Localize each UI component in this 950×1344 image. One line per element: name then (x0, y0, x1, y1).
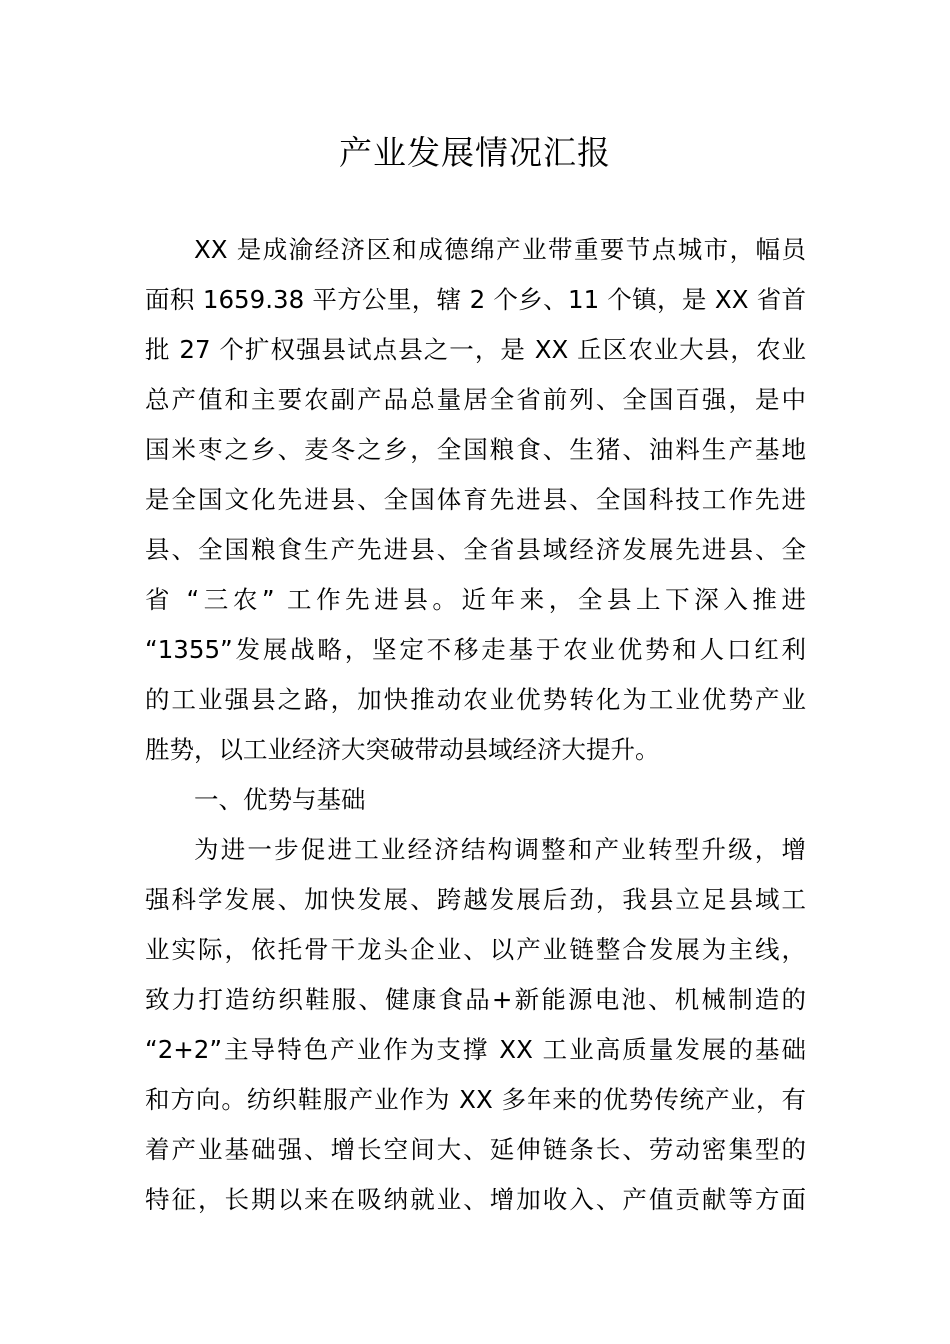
paragraph-line: 的工业强县之路，加快推动农业优势转化为工业优势产业 (145, 685, 806, 714)
paragraph-line: “2+2”主导特色产业作为支撑 XX 工业高质量发展的基础 (145, 1035, 806, 1064)
paragraph-line: 批 27 个扩权强县试点县之一，是 XX 丘区农业大县，农业 (145, 335, 806, 364)
paragraph-line: “1355”发展战略，坚定不移走基于农业优势和人口红利 (145, 635, 806, 664)
paragraph-line: 国米枣之乡、麦冬之乡，全国粮食、生猪、油料生产基地 (145, 435, 806, 464)
paragraph-line: 着产业基础强、增长空间大、延伸链条长、劳动密集型的 (145, 1135, 806, 1164)
paragraph-line: 县、全国粮食生产先进县、全省县域经济发展先进县、全 (145, 535, 806, 564)
paragraph-line: 业实际，依托骨干龙头企业、以产业链整合发展为主线， (145, 935, 806, 964)
paragraph-line: 强科学发展、加快发展、跨越发展后劲，我县立足县域工 (145, 885, 806, 914)
document-title: 产业发展情况汇报 (339, 133, 611, 172)
paragraph-line: 特征，长期以来在吸纳就业、增加收入、产值贡献等方面 (145, 1185, 806, 1214)
paragraph-line: 是全国文化先进县、全国体育先进县、全国科技工作先进 (145, 485, 806, 514)
paragraph-line: 胜势，以工业经济大突破带动县域经济大提升。 (145, 735, 660, 764)
paragraph-line: 面积 1659.38 平方公里，辖 2 个乡、11 个镇，是 XX 省首 (145, 285, 806, 314)
section-heading: 一、优势与基础 (194, 785, 366, 814)
paragraph-line: 致力打造纺织鞋服、健康食品+新能源电池、机械制造的 (145, 985, 806, 1014)
paragraph-line: 和方向。纺织鞋服产业作为 XX 多年来的优势传统产业，有 (145, 1085, 806, 1114)
paragraph-line: XX 是成渝经济区和成德绵产业带重要节点城市，幅员 (194, 235, 806, 264)
paragraph-line: 为进一步促进工业经济结构调整和产业转型升级，增 (194, 835, 806, 864)
paragraph-line: 省 “三农” 工作先进县。近年来，全县上下深入推进 (145, 585, 806, 614)
paragraph-line: 总产值和主要农副产品总量居全省前列、全国百强，是中 (145, 385, 806, 414)
